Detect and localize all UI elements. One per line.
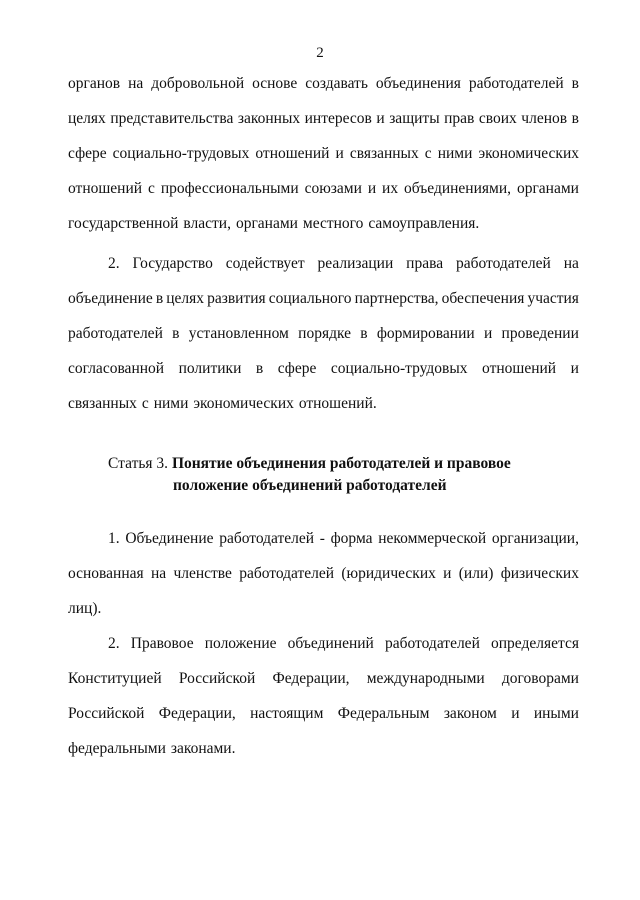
text-line	[68, 281, 579, 316]
word: органами	[235, 215, 298, 232]
word: Российской	[68, 705, 145, 722]
word: Правовое	[130, 635, 194, 652]
text-line	[68, 171, 579, 206]
word: защиты	[389, 110, 440, 127]
word: 2.	[108, 255, 120, 272]
word: в	[360, 325, 368, 342]
word: с	[148, 180, 155, 197]
word: и	[443, 565, 452, 582]
word: работодателей	[68, 325, 163, 342]
word: своих	[478, 110, 517, 127]
word: политики	[178, 360, 242, 377]
word: их	[382, 180, 399, 197]
text-line	[68, 626, 579, 661]
word: в	[571, 75, 579, 92]
word: и	[367, 180, 377, 197]
word: Объединение	[125, 530, 214, 547]
word: определяется	[491, 635, 579, 652]
word: объединений	[287, 635, 374, 652]
word: профессиональными	[160, 180, 299, 197]
word: Федеральным	[337, 705, 430, 722]
word: согласованной	[68, 360, 165, 377]
word: членов	[521, 110, 568, 127]
word: интересов	[304, 110, 372, 127]
word: законных	[237, 110, 301, 127]
text-line	[68, 521, 579, 556]
word: 2.	[108, 635, 120, 652]
word: работодателей	[239, 565, 335, 582]
word: в	[155, 290, 164, 307]
text-line	[68, 316, 579, 351]
word: основанная	[68, 565, 144, 582]
word: иными	[533, 705, 579, 722]
word: лиц).	[68, 600, 102, 617]
word: договорами	[501, 670, 579, 687]
word: ними	[437, 145, 473, 162]
article-number: Статья 3.	[108, 455, 172, 472]
word: социального	[268, 290, 352, 307]
word: органами	[516, 180, 579, 197]
word: создавать	[305, 75, 368, 92]
word: отношений.	[298, 395, 377, 412]
word: на	[563, 255, 579, 272]
word: и	[483, 325, 493, 342]
word: на	[128, 75, 144, 92]
word: прав	[444, 110, 475, 127]
text-line	[68, 696, 579, 731]
word: развития	[207, 290, 266, 307]
text-line	[68, 591, 579, 626]
word: содействует	[225, 255, 305, 272]
text-line	[68, 246, 579, 281]
word: 1.	[108, 530, 120, 547]
paragraph-article3-clause2	[68, 626, 579, 766]
word: объединениями,	[404, 180, 512, 197]
word: организации,	[491, 530, 579, 547]
word: порядке	[298, 325, 351, 342]
word: физических	[500, 565, 579, 582]
word: добровольной	[151, 75, 245, 92]
paragraph-article2-clause2	[68, 246, 579, 421]
word: законом	[443, 705, 497, 722]
word: форма	[330, 530, 373, 547]
word: -	[319, 530, 325, 547]
text-line	[68, 556, 579, 591]
word: положение	[204, 635, 277, 652]
word: отношений	[482, 360, 557, 377]
word: и	[335, 145, 344, 162]
word: сфере	[68, 145, 107, 162]
word: Федерации,	[158, 705, 236, 722]
word: объединение	[68, 290, 153, 307]
word: местного	[302, 215, 364, 232]
text-line	[68, 206, 579, 241]
word: и	[376, 110, 385, 127]
word: экономических	[193, 395, 294, 412]
word: Государство	[132, 255, 213, 272]
word: реализации	[317, 255, 394, 272]
article-heading	[108, 453, 578, 497]
word: некоммерческой	[378, 530, 487, 547]
word: установленном	[188, 325, 289, 342]
word: самоуправления.	[368, 215, 480, 232]
word: (юридических	[341, 565, 436, 582]
text-line	[68, 136, 579, 171]
word: с	[424, 145, 432, 162]
word: социально-трудовых	[330, 360, 468, 377]
paragraph-continuation	[68, 66, 579, 241]
word: сфере	[277, 360, 317, 377]
word: партнерства,	[354, 290, 439, 307]
word: на	[150, 565, 167, 582]
word: обеспечения	[441, 290, 525, 307]
word: ними	[153, 395, 189, 412]
word: Федерации,	[272, 670, 350, 687]
word: в	[255, 360, 264, 377]
word: членстве	[173, 565, 232, 582]
word: отношений	[255, 145, 330, 162]
word: настоящим	[250, 705, 324, 722]
word: власти,	[183, 215, 231, 232]
word: Конституцией	[68, 670, 162, 687]
word: и	[570, 360, 579, 377]
word: объединения	[375, 75, 461, 92]
word: целях	[68, 110, 106, 127]
word: связанных	[349, 145, 419, 162]
word: законами.	[170, 740, 236, 757]
word: государственной	[68, 215, 179, 232]
word: и	[511, 705, 520, 722]
word: проведении	[501, 325, 579, 342]
text-line	[68, 661, 579, 696]
word: в	[571, 110, 579, 127]
page-number: 2	[316, 45, 324, 61]
word: целях	[166, 290, 205, 307]
article-title-line1: Понятие объединения работодателей и правовое	[171, 455, 511, 472]
word: федеральными	[68, 740, 166, 757]
text-line	[68, 101, 579, 136]
word: с	[141, 395, 149, 412]
word: работодателей	[455, 255, 551, 272]
word: социально-трудовых	[112, 145, 250, 162]
word: международными	[366, 670, 485, 687]
word: работодателей	[385, 635, 480, 652]
text-line	[68, 386, 579, 421]
paragraph-article3-clause1	[68, 521, 579, 626]
article-title-line2: положение объединений работодателей	[173, 477, 447, 494]
word: работодателей	[219, 530, 315, 547]
word: представительства	[110, 110, 234, 127]
word: органов	[68, 75, 121, 92]
word: формировании	[376, 325, 475, 342]
word: в	[172, 325, 180, 342]
word: права	[406, 255, 444, 272]
text-line	[68, 731, 579, 766]
word: основе	[252, 75, 298, 92]
word: союзами	[304, 180, 362, 197]
word: Российской	[178, 670, 256, 687]
word: отношений	[68, 180, 143, 197]
word: участия	[527, 290, 579, 307]
text-line	[68, 66, 579, 101]
word: работодателей	[468, 75, 564, 92]
word: связанных	[68, 395, 137, 412]
word: экономических	[478, 145, 579, 162]
text-line	[68, 351, 579, 386]
word: (или)	[458, 565, 494, 582]
